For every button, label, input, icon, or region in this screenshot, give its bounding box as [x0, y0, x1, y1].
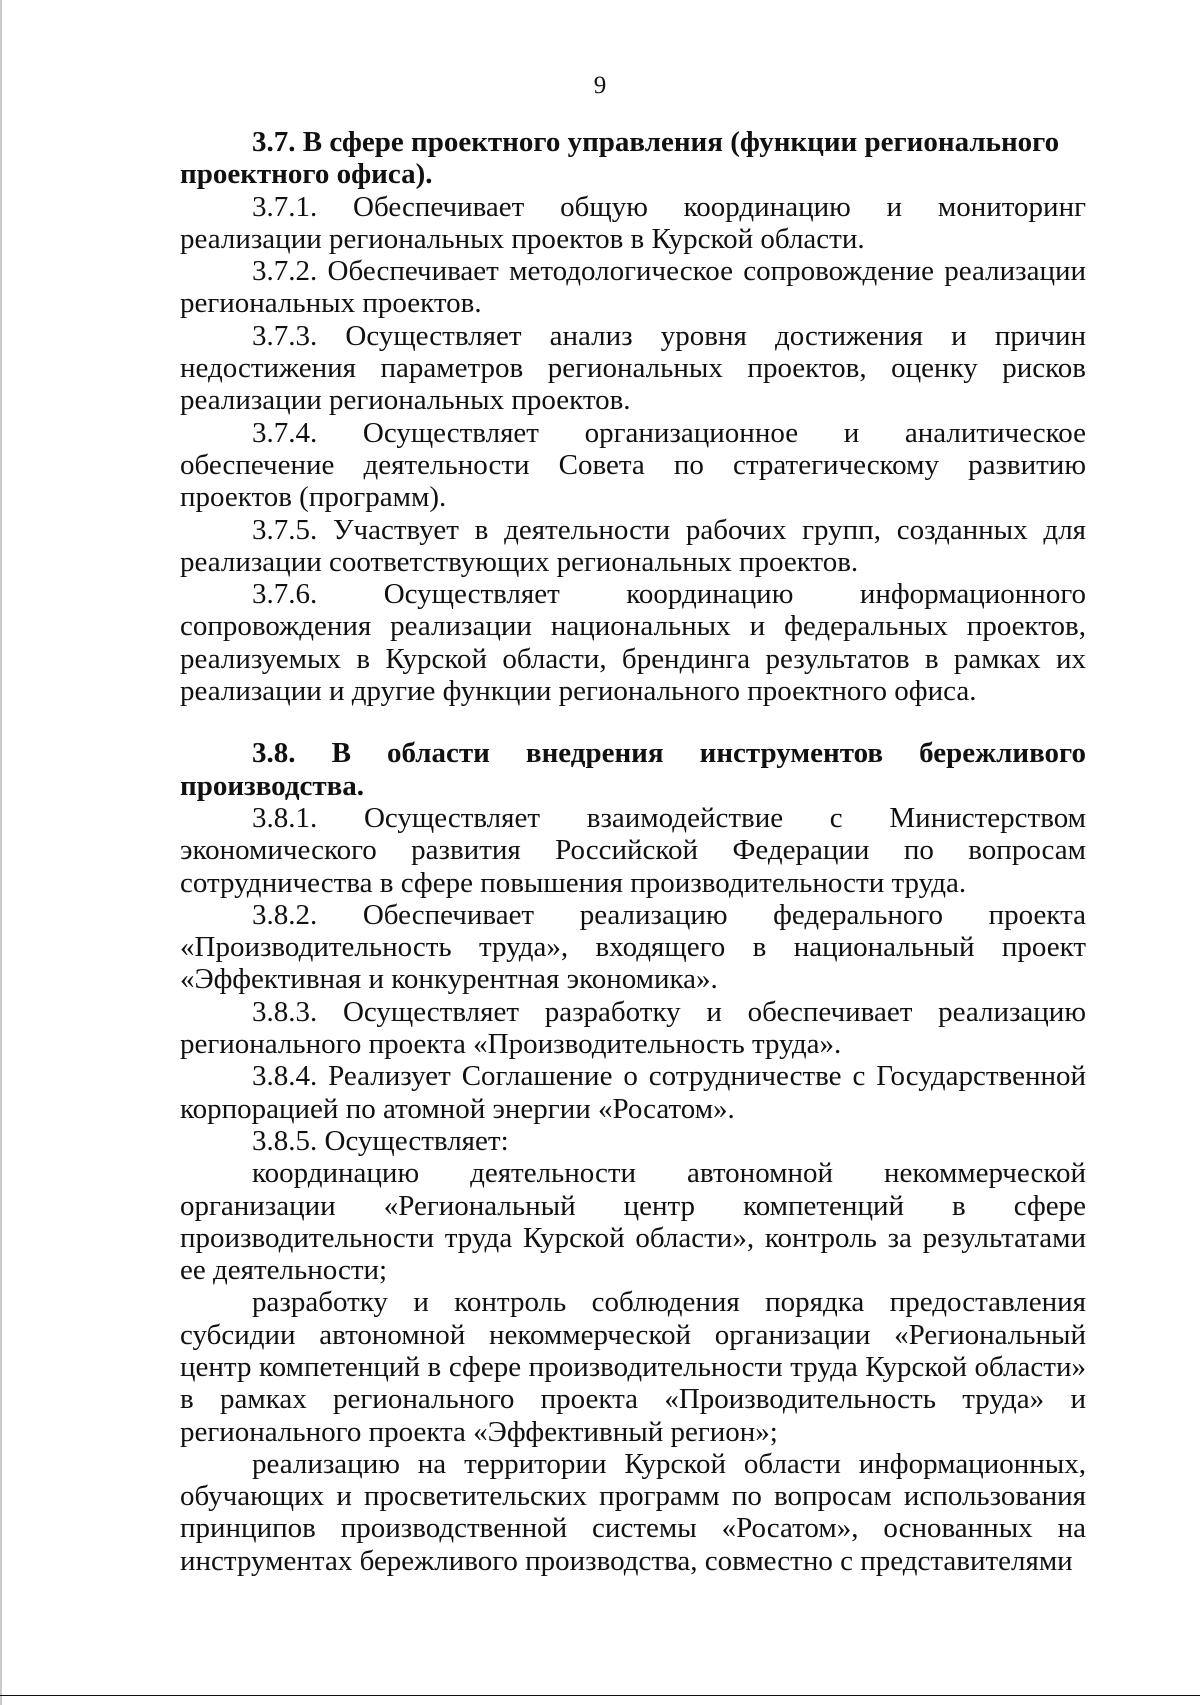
- section-3-8-heading: 3.8. В области внедрения инструментов бережливого: [252, 737, 1086, 770]
- list-item-coordination: координацию деятельности автономной некоммерческой организации «Региональный центр компетенций в сфере производительности труда Курской области», контроль за результатами ее деятельности;: [180, 1157, 1086, 1287]
- list-item-programs: реализацию на территории Курской области информационных, обучающих и просветительских программ по вопросам использования принципов производственной системы «Росатом», основанных на инструментах бережливого производства, совместно с представителями: [180, 1447, 1086, 1577]
- section-3-7-heading-cont: [180, 158, 1086, 190]
- paragraph-3-7-2: 3.7.2. Обеспечивает методологическое сопровождение реализации региональных проектов.: [180, 255, 1086, 320]
- section-3-7-heading: [180, 126, 1086, 158]
- list-item-subsidy: разработку и контроль соблюдения порядка предоставления субсидии автономной некоммерческой организации «Региональный центр компетенций в сфере производительности труда Курской области» в рамках регионального проекта «Производительность труда» и регионального проекта «Эффективный регион»;: [180, 1286, 1086, 1448]
- paragraph-3-8-3: 3.8.3. Осуществляет разработку и обеспечивает реализацию регионального проекта «Производительность труда».: [180, 995, 1086, 1061]
- section-spacer: [180, 707, 1086, 737]
- page-number: 9: [593, 72, 607, 99]
- section-3-7-heading-line2: проектного офиса).: [180, 158, 433, 191]
- paragraph-3-7-5: 3.7.5. Участвует в деятельности рабочих групп, созданных для реализации соответствующих региональных проектов.: [180, 513, 1086, 578]
- scan-edge-left: [0, 0, 2, 1705]
- paragraph-3-7-3: 3.7.3. Осуществляет анализ уровня достижения и причин недостижения параметров региональных проектов, оценку рисков реализации региональных проектов.: [180, 319, 1086, 417]
- paragraph-3-8-5: 3.8.5. Осуществляет:: [252, 1124, 509, 1157]
- document-body: [180, 126, 1086, 1577]
- paragraph-3-7-4: 3.7.4. Осуществляет организационное и аналитическое обеспечение деятельности Совета по стратегическому развитию проектов (программ).: [180, 416, 1086, 514]
- paragraph-3-8-4: 3.8.4. Реализует Соглашение о сотрудничестве с Государственной корпорацией по атомной энергии «Росатом».: [180, 1060, 1086, 1125]
- paragraph-3-8-2: 3.8.2. Обеспечивает реализацию федерального проекта «Производительность труда», входящего в национальный проект «Эффективная и конкурентная экономика».: [180, 898, 1086, 996]
- section-3-7: [180, 126, 1086, 707]
- section-3-8-heading-cont: производства.: [180, 769, 365, 802]
- paragraph-3-7-6: 3.7.6. Осуществляет координацию информационного сопровождения реализации национальных и федеральных проектов, реализуемых в Курской области, брендинга результатов в рамках их реализации и другие функции регионального проектного офиса.: [180, 578, 1086, 708]
- section-3-8: [180, 737, 1086, 1577]
- section-3-7-heading-line1: 3.7. В сфере проектного управления (функции регионального: [252, 126, 1060, 158]
- paragraph-3-8-1: 3.8.1. Осуществляет взаимодействие с Министерством экономического развития Российской Федерации по вопросам сотрудничества в сфере повышения производительности труда.: [180, 801, 1086, 899]
- paragraph-3-7-1: 3.7.1. Обеспечивает общую координацию и мониторинг реализации региональных проектов в Курской области.: [180, 190, 1086, 255]
- scan-edge-bottom: [0, 1695, 1200, 1696]
